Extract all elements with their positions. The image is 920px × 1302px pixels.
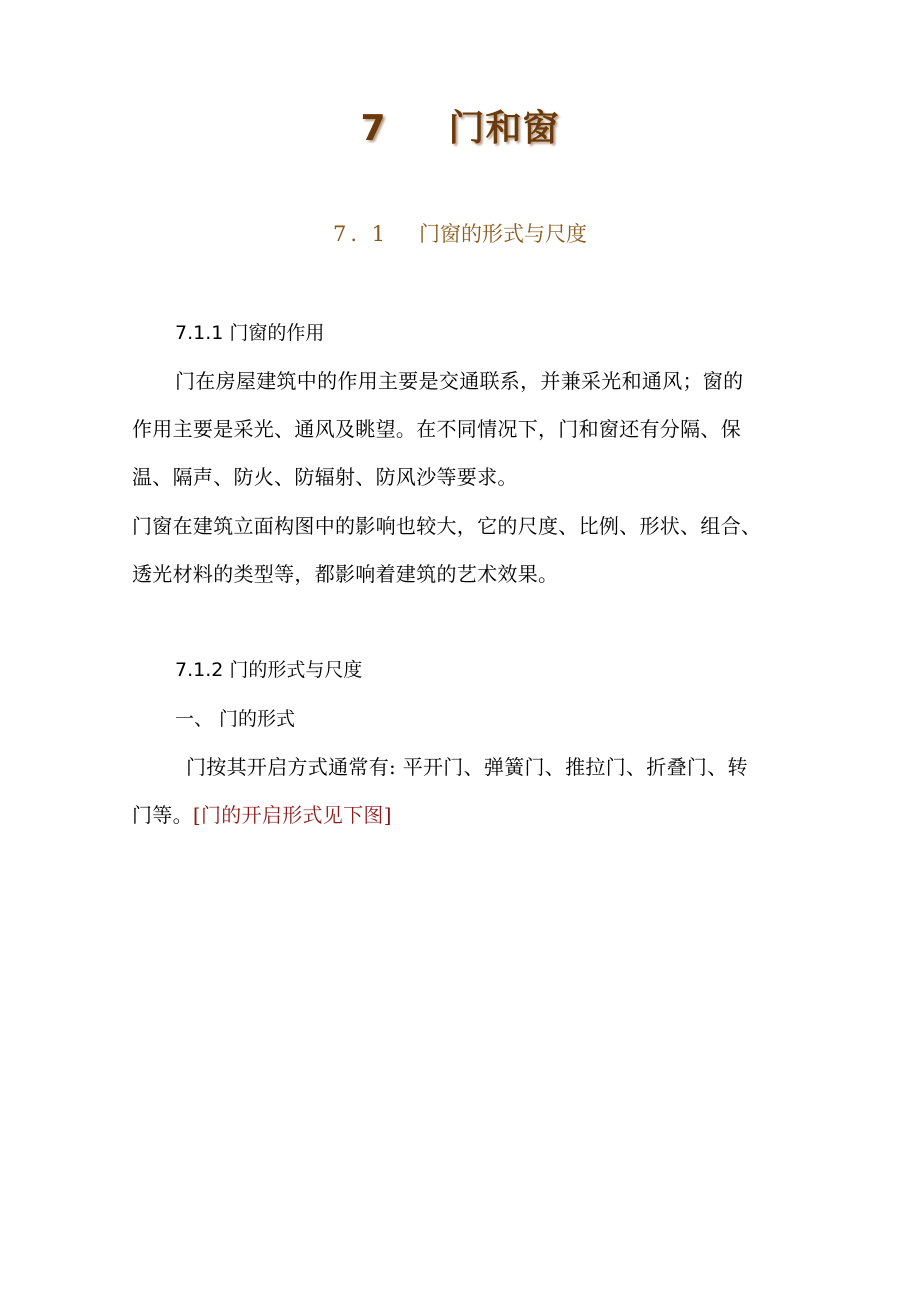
subsection-heading-712: 7.1.2 门的形式与尺度 xyxy=(175,659,363,681)
chapter-title-text: 门和窗 xyxy=(448,108,560,149)
door-forms-line-2-text: 门等。 xyxy=(132,803,193,827)
section-number: 7. 1 xyxy=(332,222,390,246)
paragraph-line-5: 透光材料的类型等，都影响着建筑的艺术效果。 xyxy=(132,562,559,586)
section-title-text: 门窗的形式与尺度 xyxy=(419,222,588,246)
door-forms-line-2 xyxy=(132,799,392,828)
paragraph-line-3: 温、隔声、防火、防辐射、防风沙等要求。 xyxy=(132,465,518,489)
chapter-title xyxy=(0,100,920,151)
chapter-number: 7 xyxy=(360,108,387,149)
door-opening-figure-link[interactable]: [门的开启形式见下图] xyxy=(192,803,392,827)
section-title xyxy=(0,218,920,248)
paragraph-line-1: 门在房屋建筑中的作用主要是交通联系，并兼采光和通风；窗的 xyxy=(175,369,744,393)
paragraph-line-2: 作用主要是采光、通风及眺望。在不同情况下，门和窗还有分隔、保 xyxy=(132,417,741,441)
subsection-heading-711: 7.1.1 门窗的作用 xyxy=(175,322,325,344)
door-forms-line-1: 门按其开启方式通常有: 平开门、弹簧门、推拉门、折叠门、转 xyxy=(186,755,748,779)
paragraph-line-4: 门窗在建筑立面构图中的影响也较大，它的尺度、比例、形状、组合、 xyxy=(132,514,762,538)
item-heading-door-forms: 一、 门的形式 xyxy=(175,708,296,730)
